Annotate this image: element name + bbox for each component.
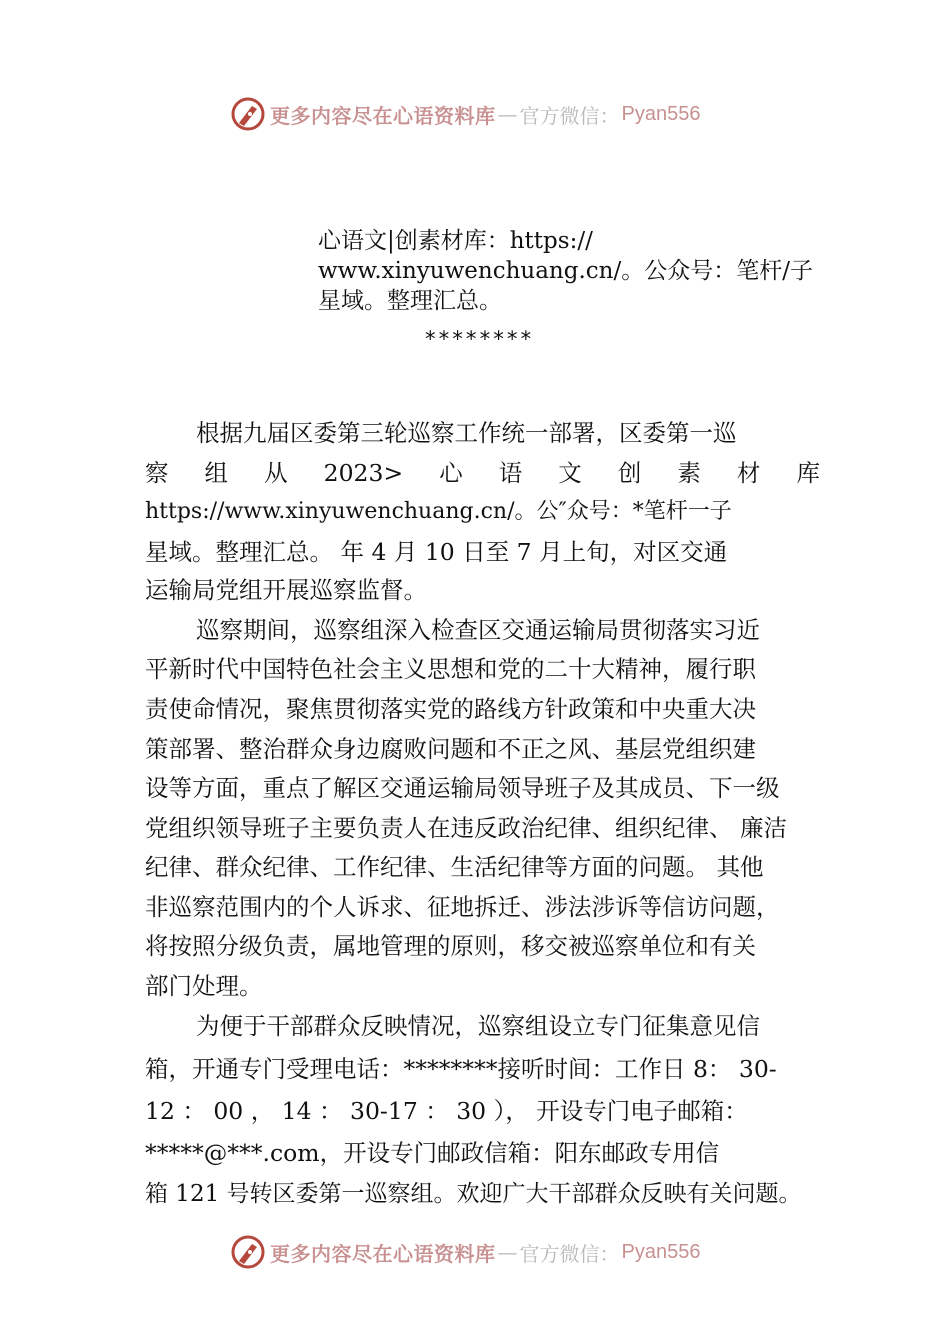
para3-line: 12 ： 00 ， 14 ： 30-17 ： 30 ）， 开设专门电子邮箱：: [145, 1097, 748, 1125]
word: 创: [617, 459, 642, 487]
para1-line: 星域。整理汇总。 年 4 月 10 日至 7 月上旬，对区交通: [145, 538, 728, 566]
source-note-line: www.xinyuwenchuang.cn/。公众号：笔杆/子: [318, 258, 813, 284]
word: 语: [498, 459, 523, 487]
para2-line: 平新时代中国特色社会主义思想和党的二十大精神，履行职: [145, 655, 756, 683]
source-note: [318, 226, 828, 316]
para2-line: 将按照分级负责，属地管理的原则，移交被巡察单位和有关: [145, 932, 756, 960]
para1-line: 运输局党组开展巡察监督。: [145, 576, 427, 604]
para3-line: 箱，开通专门受理电话：********接听时间：工作日 8： 30-: [145, 1055, 777, 1083]
para2-line: 党组织领导班子主要负责人在违反政治纪律、组织纪律、 廉洁: [145, 814, 787, 842]
para2-line: 部门处理。: [145, 972, 263, 1000]
word: 材: [736, 459, 761, 487]
word: 库: [796, 459, 820, 487]
para2-line: 设等方面，重点了解区交通运输局领导班子及其成员、下一级: [145, 774, 780, 802]
para1-line: https://www.xinyuwenchuang.cn/。公″众号：*笔杆一子: [145, 499, 732, 524]
source-note-line: 星域。整理汇总。: [318, 288, 502, 314]
source-note-line: 心语文|创素材库：https://: [318, 228, 593, 254]
word: 素: [677, 459, 701, 487]
para1-justified-line: [145, 453, 820, 493]
word: 察: [145, 459, 169, 487]
para2-line: 非巡察范围内的个人诉求、征地拆迁、涉法涉诉等信访问题，: [145, 893, 780, 921]
pen-nib-circle-icon: [230, 96, 266, 132]
para2-line: 策部署、整治群众身边腐败问题和不正之风、基层党组织建: [145, 735, 756, 763]
para3-line: 箱 121 号转区委第一巡察组。欢迎广大干部群众反映有关问题。: [145, 1181, 802, 1207]
footer-watermark-banner: [230, 1232, 730, 1272]
word: 文: [558, 459, 582, 487]
separator-stars: ********: [424, 327, 534, 351]
banner-wechat-label: 官方微信：: [519, 1241, 620, 1266]
para2-line: 巡察期间，巡察组深入检查区交通运输局贯彻落实习近: [196, 616, 760, 644]
para3-line: *****@***.com，开设专门邮政信箱：阳东邮政专用信: [145, 1139, 720, 1167]
banner-wechat-id: Pyan556: [621, 1240, 701, 1263]
banner-text: 更多内容尽在心语资料库: [270, 103, 496, 128]
word: 心: [439, 459, 463, 487]
banner-dash: —: [497, 102, 518, 126]
para2-line: 责使命情况，聚焦贯彻落实党的路线方针政策和中央重大决: [145, 695, 756, 723]
para3-line: 为便于干部群众反映情况，巡察组设立专门征集意见信: [196, 1012, 760, 1040]
header-watermark-banner: [230, 94, 730, 134]
word: 2023>: [323, 459, 404, 487]
banner-dash: —: [497, 1240, 518, 1264]
word: 组: [204, 459, 229, 487]
para2-line: 纪律、群众纪律、工作纪律、生活纪律等方面的问题。 其他: [145, 853, 764, 881]
pen-nib-circle-icon: [230, 1234, 266, 1270]
banner-text: 更多内容尽在心语资料库: [270, 1241, 496, 1266]
para1-line: 根据九届区委第三轮巡察工作统一部署，区委第一巡: [196, 419, 737, 447]
word: 从: [264, 459, 288, 487]
banner-wechat-id: Pyan556: [621, 102, 701, 125]
banner-wechat-label: 官方微信：: [519, 103, 620, 128]
